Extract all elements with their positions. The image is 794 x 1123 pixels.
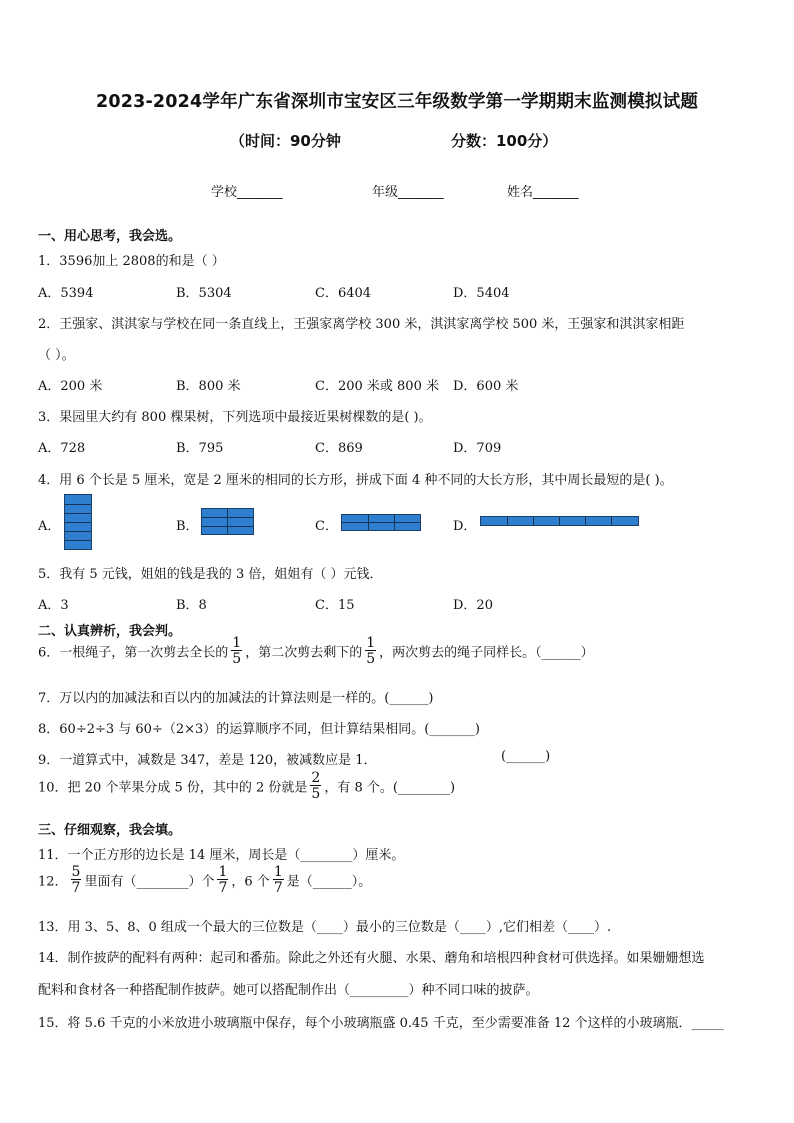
question-6: 6．一根绳子，第一次剪去全长的 $\frac{1}{5}$ ，第二次剪去剩下的 $\frac{1}{5}$ ，两次剪去的绳子同样长。（______） bbox=[38, 635, 594, 667]
q5-option-a: A．3 bbox=[38, 598, 69, 613]
q5-option-d: D．20 bbox=[453, 598, 493, 613]
q5-option-b: B．8 bbox=[176, 598, 207, 613]
q4-option-d: D． bbox=[453, 519, 477, 534]
section-heading-3: 三、仔细观察，我会填。 bbox=[38, 823, 182, 838]
q5-option-c: C．15 bbox=[315, 598, 355, 613]
section-heading-2: 二、认真辨析，我会判。 bbox=[38, 624, 182, 639]
exam-time: （时间：90分钟 bbox=[230, 132, 341, 150]
q4-option-b: B． bbox=[176, 519, 199, 534]
q3-option-c: C．869 bbox=[315, 441, 363, 456]
q9-answer-blank: (______) bbox=[501, 749, 551, 764]
q1-option-b: B．5304 bbox=[176, 286, 232, 301]
school-field: 学校_______ bbox=[211, 185, 283, 200]
name-field: 姓名_______ bbox=[507, 185, 579, 200]
question-2-line-2: （ ）。 bbox=[38, 348, 75, 363]
section-heading-1: 一、用心思考，我会选。 bbox=[38, 229, 182, 244]
question-3: 3．果园里大约有 800 棵果树，下列选项中最接近果树棵数的是( )。 bbox=[38, 410, 432, 425]
rectangle-figure-d bbox=[480, 516, 639, 526]
q2-option-a: A．200 米 bbox=[38, 379, 103, 394]
fraction: $\frac{1}{5}$ bbox=[232, 635, 242, 667]
q4-option-c: C． bbox=[315, 519, 338, 534]
fraction: $\frac{2}{5}$ bbox=[311, 770, 321, 802]
question-10: 10．把 20 个苹果分成 5 份，其中的 2 份就是 $\frac{2}{5}$ ，有 8 个。(________) bbox=[38, 770, 456, 802]
question-11: 11．一个正方形的边长是 14 厘米，周长是（________）厘米。 bbox=[38, 848, 405, 863]
question-12: 12． $\frac{5}{7}$ 里面有（________）个 $\frac{1}{7}$ ，6 个 $\frac{1}{7}$ 是（______）。 bbox=[38, 864, 372, 896]
question-9: 9．一道算式中，减数是 347，差是 120，被减数应是 1． bbox=[38, 753, 377, 768]
grade-field: 年级_______ bbox=[372, 185, 444, 200]
fraction: $\frac{1}{7}$ bbox=[218, 864, 228, 896]
q2-option-d: D．600 米 bbox=[453, 379, 519, 394]
q4-option-a: A． bbox=[38, 519, 61, 534]
question-8: 8．60÷2÷3 与 60÷（2×3）的运算顺序不同，但计算结果相同。(_______) bbox=[38, 722, 480, 737]
fraction: $\frac{1}{7}$ bbox=[273, 864, 283, 896]
q2-option-b: B．800 米 bbox=[176, 379, 241, 394]
rectangle-figure-a bbox=[64, 494, 92, 550]
question-7: 7．万以内的加减法和百以内的加减法的计算法则是一样的。(______) bbox=[38, 691, 434, 706]
q3-option-b: B．795 bbox=[176, 441, 224, 456]
question-5: 5．我有 5 元钱，姐姐的钱是我的 3 倍，姐姐有（ ）元钱． bbox=[38, 567, 383, 582]
q1-option-c: C．6404 bbox=[315, 286, 372, 301]
rectangle-figure-b bbox=[201, 508, 254, 535]
question-15: 15．将 5.6 千克的小米放进小玻璃瓶中保存，每个小玻璃瓶盛 0.45 千克，至少需要准备 12 个这样的小玻璃瓶．_____ bbox=[38, 1016, 724, 1031]
q3-option-a: A．728 bbox=[38, 441, 86, 456]
question-4: 4．用 6 个长是 5 厘米，宽是 2 厘米的相同的长方形，拼成下面 4 种不同的大长方形，其中周长最短的是( )。 bbox=[38, 473, 673, 488]
q2-option-c: C．200 米或 800 米 bbox=[315, 379, 439, 394]
page-title: 2023-2024学年广东省深圳市宝安区三年级数学第一学期期末监测模拟试题 bbox=[95, 92, 699, 112]
q1-option-d: D．5404 bbox=[453, 286, 510, 301]
question-1: 1．3596加上 2808的和是（ ） bbox=[38, 254, 225, 269]
q3-option-d: D．709 bbox=[453, 441, 502, 456]
exam-score: 分数：100分） bbox=[451, 132, 558, 150]
fraction: $\frac{1}{5}$ bbox=[366, 635, 376, 667]
question-13: 13．用 3、5、8、0 组成一个最大的三位数是（____）最小的三位数是（____）,它们相差（____）. bbox=[38, 920, 612, 935]
rectangle-figure-c bbox=[341, 514, 421, 531]
question-14-line-1: 14．制作披萨的配料有两种：起司和番茄。除此之外还有火腿、水果、蘑角和培根四种食材可供选择。如果姗姗想选 bbox=[38, 951, 705, 966]
question-2-line-1: 2．王强家、淇淇家与学校在同一条直线上，王强家离学校 300 米，淇淇家离学校 500 米，王强家和淇淇家相距 bbox=[38, 317, 685, 332]
q1-option-a: A．5394 bbox=[38, 286, 94, 301]
question-14-line-2: 配料和食材各一种搭配制作披萨。她可以搭配制作出（_________）种不同口味的披萨。 bbox=[38, 983, 539, 998]
fraction: $\frac{5}{7}$ bbox=[71, 864, 81, 896]
